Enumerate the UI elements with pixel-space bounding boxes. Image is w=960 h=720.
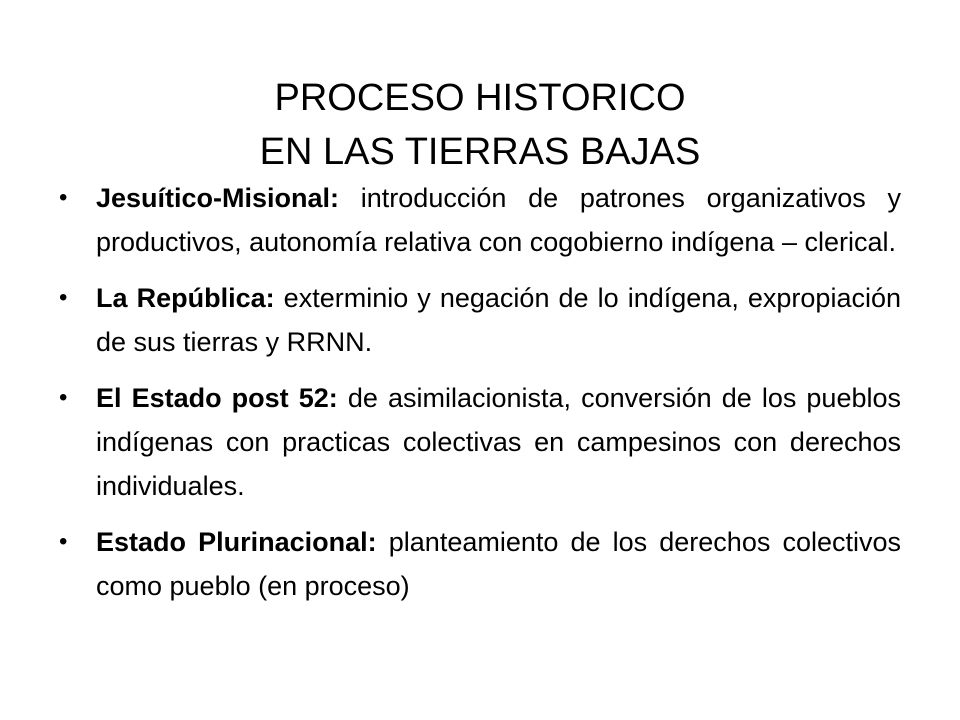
bullet-dot-icon: • <box>59 528 68 555</box>
bullet-item-estado-plurinacional <box>48 520 901 608</box>
bullet-text: introducción de patrones organizativos y productivos, autonomía relativa con cogobierno indígena – clerical. <box>96 183 901 257</box>
slide-title <box>60 71 900 179</box>
bullet-term: La República: <box>96 283 275 313</box>
bullet-dot-icon: • <box>59 384 68 411</box>
bullet-text: planteamiento de los derechos colectivos como pueblo (en proceso) <box>96 527 901 601</box>
bullet-list <box>48 176 901 620</box>
bullet-item-estado-post-52 <box>48 376 901 508</box>
slide-title-line-1: PROCESO HISTORICO <box>274 77 686 120</box>
bullet-item-jesuitico-misional <box>48 176 901 264</box>
bullet-dot-icon: • <box>59 284 68 311</box>
bullet-text: exterminio y negación de lo indígena, expropiación de sus tierras y RRNN. <box>96 283 901 357</box>
bullet-dot-icon: • <box>59 184 68 211</box>
bullet-text: de asimilacionista, conversión de los pueblos indígenas con practicas colectivas en campesinos con derechos individuales. <box>96 383 901 501</box>
bullet-item-la-republica <box>48 276 901 364</box>
bullet-term: El Estado post 52: <box>96 383 338 413</box>
bullet-term: Estado Plurinacional: <box>96 527 377 557</box>
bullet-term: Jesuítico-Misional: <box>96 183 340 213</box>
slide-title-line-2: EN LAS TIERRAS BAJAS <box>259 131 701 174</box>
